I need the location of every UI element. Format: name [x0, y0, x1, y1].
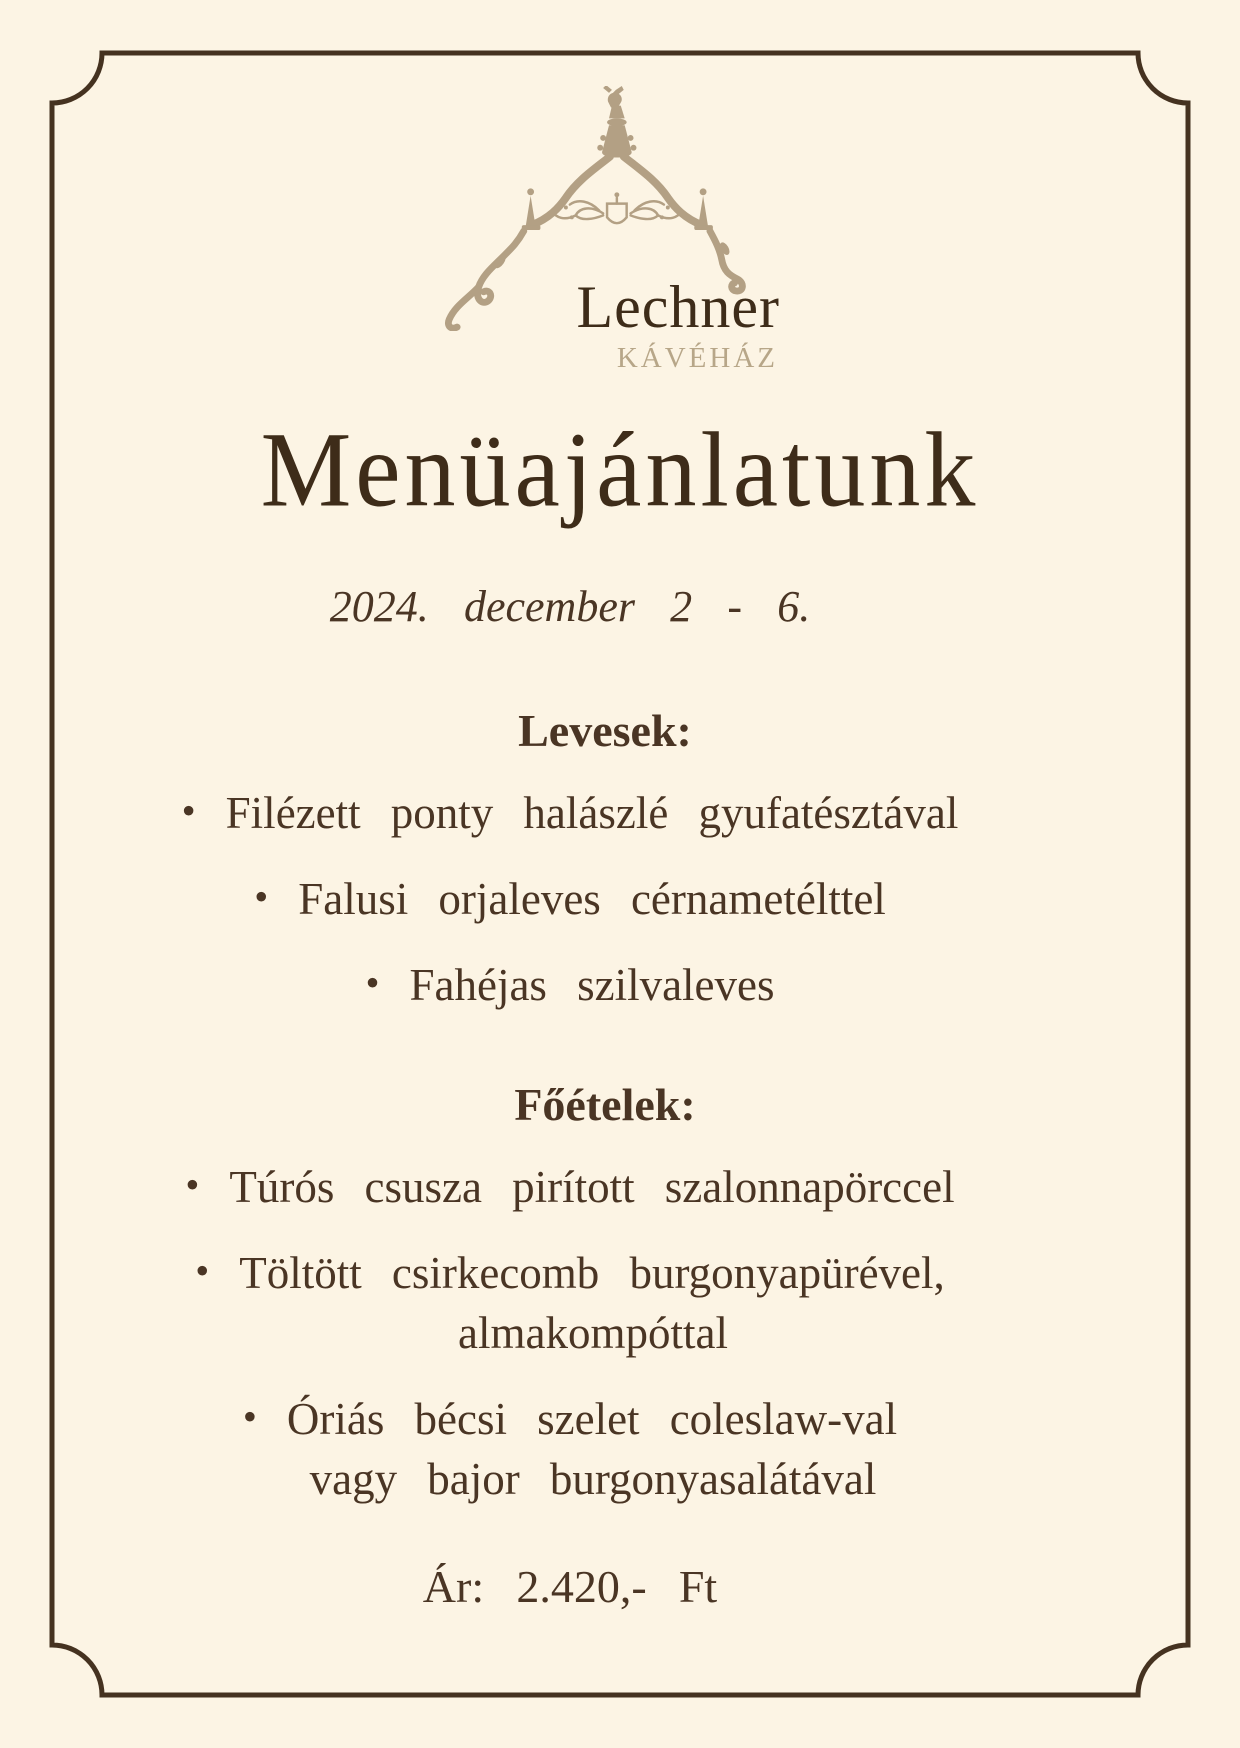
logo-block: [400, 86, 840, 374]
bullet-icon: •: [185, 1162, 200, 1207]
section-heading-mains: Főételek:: [514, 1079, 696, 1130]
menu-item: [195, 1243, 945, 1363]
bullet-icon: •: [242, 1394, 257, 1439]
brand-subtitle: KÁVÉHÁZ: [616, 342, 778, 374]
bullet-icon: •: [195, 1248, 210, 1293]
menu-item-text: Fahéjas szilvaleves: [409, 960, 775, 1010]
menu-item: [185, 1157, 954, 1217]
bullet-icon: •: [365, 960, 380, 1005]
menu-item-text: Falusi orjaleves cérnametélttel: [298, 874, 886, 924]
bullet-icon: •: [254, 874, 269, 919]
price-text: Ár: 2.420,- Ft: [422, 1561, 718, 1612]
menu-title: Menüajánlatunk: [260, 411, 980, 530]
menu-item-text: Túrós csusza pirított szalonnapörccel: [229, 1162, 955, 1212]
menu-item-text: vagy bajor burgonyasalátával: [309, 1454, 877, 1504]
menu-item-text: Filézett ponty halászlé gyufatésztával: [225, 788, 959, 838]
brand-name: Lechner: [576, 274, 780, 340]
menu-item: [254, 869, 886, 929]
menu-item-text: almakompóttal: [458, 1308, 728, 1358]
menu-item: [365, 955, 774, 1015]
menu-item-text: Óriás bécsi szelet coleslaw-val: [286, 1394, 898, 1444]
bullet-icon: •: [181, 788, 196, 833]
section-heading-soups: Levesek:: [518, 705, 692, 756]
menu-item: [182, 783, 959, 843]
menu-item-text: Töltött csirkecomb burgonyapürével,: [239, 1248, 945, 1298]
menu-date-range: 2024. december 2 - 6.: [329, 582, 811, 631]
menu-item: [243, 1389, 897, 1509]
